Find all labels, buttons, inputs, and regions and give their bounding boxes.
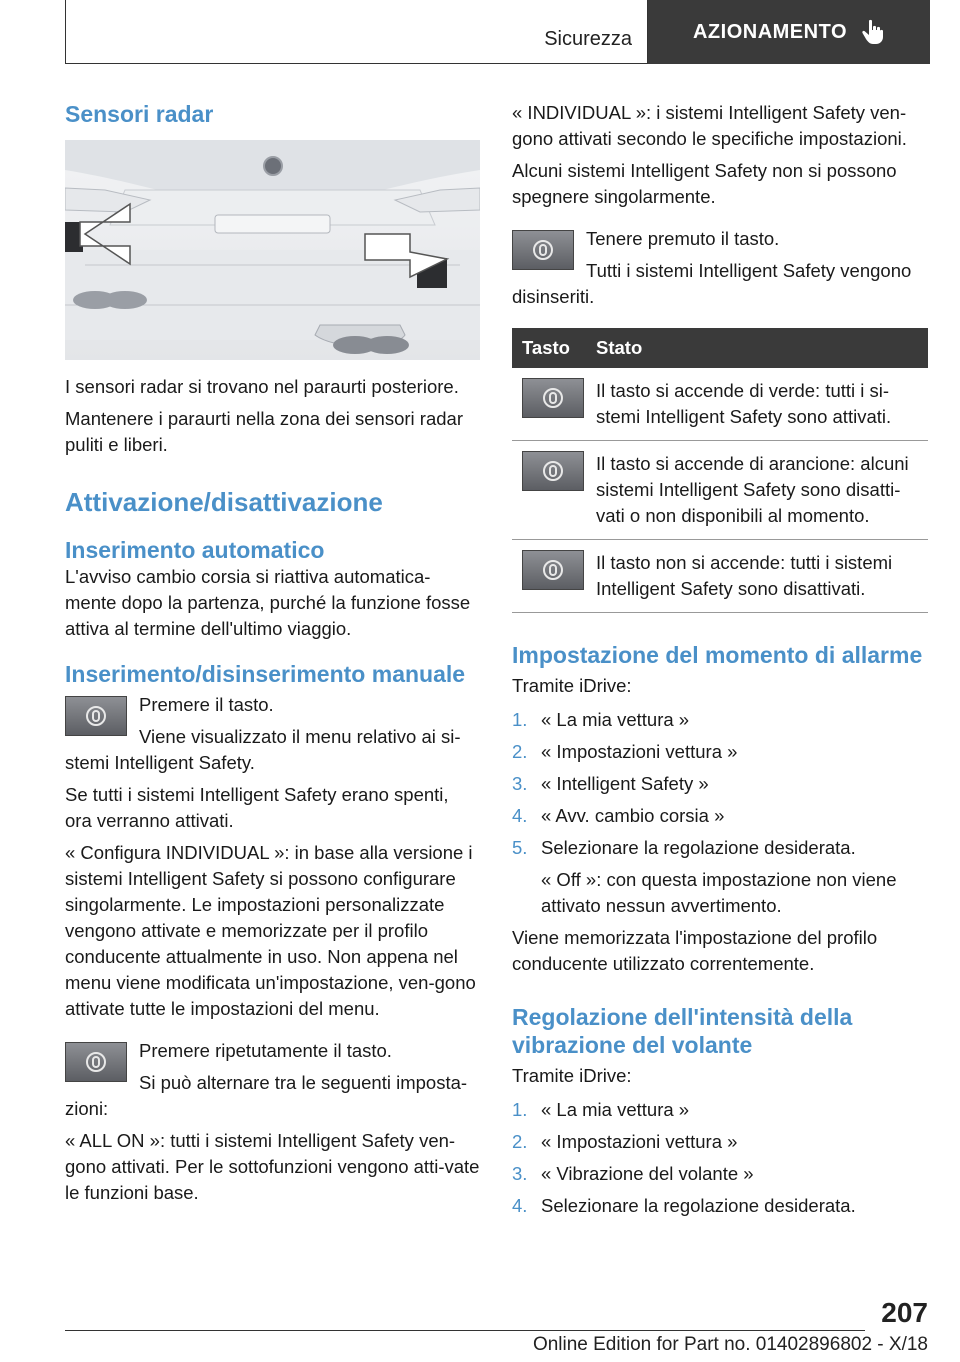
press-button-text: Premere il tasto.: [139, 694, 274, 715]
alarm-off-note: « Off »: con questa impostazione non viene attivato nessun avvertimento.: [541, 869, 897, 916]
list-item: 1. « La mia vettura »: [512, 709, 690, 730]
intelligent-safety-icon: [532, 239, 554, 261]
intelligent-safety-icon: [542, 559, 564, 581]
configure-individual-text: « Configura INDIVIDUAL »: in base alla versione i sistemi Intelligent Safety si possono configurare singolarmente. Le impostazioni personalizzate vengono attivate e memorizzate per il profilo conducente attualmente in uso. Non appena nel menu viene modificata un'impostazione, ven-gono attivate tutte le impostazioni del menu.: [65, 842, 476, 1019]
table-icon-cell: [512, 540, 586, 613]
list-item: 1. « La mia vettura »: [512, 1099, 690, 1120]
press-button-block: [65, 692, 480, 776]
intelligent-safety-icon: [542, 460, 564, 482]
alternate-settings-text: Si può alternare tra le seguenti imposta-zioni:: [65, 1072, 468, 1119]
manual-insert-title: Inserimento/disinserimento manuale: [65, 661, 466, 687]
page-number: 207: [881, 1297, 928, 1328]
safety-button-image: [65, 1042, 127, 1082]
press-repeat-block: [65, 1038, 480, 1122]
rear-bumper-figure: [65, 140, 480, 360]
alarm-memorized-text: Viene memorizzata l'impostazione del profilo conducente utilizzato correntemente.: [512, 927, 878, 974]
list-item: 2. « Impostazioni vettura »: [512, 741, 738, 762]
list-item: 3. « Intelligent Safety »: [512, 773, 709, 794]
radar-title: Sensori radar: [65, 101, 214, 127]
table-header-state: Stato: [586, 328, 928, 368]
left-column: [65, 100, 480, 1206]
auto-insert-text: L'avviso cambio corsia si riattiva automatica-mente dopo la partenza, purché la funzione fosse attiva al termine dell'ultimo viaggio.: [65, 566, 471, 639]
menu-shown-text: Viene visualizzato il menu relativo ai si-stemi Intelligent Safety.: [65, 726, 461, 773]
list-item: 4. « Avv. cambio corsia »: [512, 805, 725, 826]
table-state-cell: Il tasto si accende di arancione: alcuni sistemi Intelligent Safety sono disatti-vati o non disponibili al momento.: [586, 441, 928, 540]
button-state-table: [512, 328, 928, 613]
list-item: 5. Selezionare la regolazione desiderata.: [512, 837, 856, 858]
intelligent-safety-icon: [85, 705, 107, 727]
alarm-timing-title: Impostazione del momento di allarme: [512, 642, 923, 668]
radar-location-text: I sensori radar si trovano nel paraurti posteriore.: [65, 376, 459, 397]
some-systems-text: Alcuni sistemi Intelligent Safety non si possono spegnere singolarmente.: [512, 160, 897, 207]
footer-divider: [65, 1330, 865, 1331]
hold-button-block: [512, 226, 928, 310]
header-section-box: [65, 0, 648, 64]
safety-button-image: [512, 230, 574, 270]
header-section-label: Sicurezza: [544, 28, 632, 50]
footer-edition: Online Edition for Part no. 01402896802 - X/18: [532, 1334, 928, 1355]
table-header-row: [512, 328, 928, 368]
list-item: 4. Selezionare la regolazione desiderata.: [512, 1195, 856, 1216]
alarm-steps-list: [512, 707, 928, 861]
individual-text: « INDIVIDUAL »: i sistemi Intelligent Safety ven-gono attivati secondo le specifiche impostazioni.: [512, 102, 907, 149]
safety-button-image: [522, 378, 584, 418]
table-header-key: Tasto: [512, 328, 586, 368]
table-row: [512, 540, 928, 613]
safety-button-image: [522, 451, 584, 491]
hand-pointer-icon: [861, 19, 885, 45]
radar-clean-text: Mantenere i paraurti nella zona dei sensori radar puliti e liberi.: [65, 408, 463, 455]
safety-button-image: [65, 696, 127, 736]
all-disabled-text: Tutti i sistemi Intelligent Safety vengono disinseriti.: [512, 260, 912, 307]
table-state-cell: Il tasto si accende di verde: tutti i si-stemi Intelligent Safety sono attivati.: [586, 368, 928, 441]
table-row: [512, 368, 928, 441]
table-state-cell: Il tasto non si accende: tutti i sistemi Intelligent Safety sono disattivati.: [586, 540, 928, 613]
header-chapter-tab: [648, 0, 930, 64]
hold-button-text: Tenere premuto il tasto.: [586, 228, 780, 249]
safety-button-image: [522, 550, 584, 590]
all-off-text: Se tutti i sistemi Intelligent Safety erano spenti, ora verranno attivati.: [65, 784, 449, 831]
auto-insert-title: Inserimento automatico: [65, 537, 325, 563]
table-icon-cell: [512, 441, 586, 540]
vibration-title: Regolazione dell'intensità della vibrazione del volante: [512, 1004, 853, 1058]
table-row: [512, 441, 928, 540]
all-on-text: « ALL ON »: tutti i sistemi Intelligent Safety ven-gono attivati. Per le sottofunzioni vengono atti-vate le funzioni base.: [65, 1130, 480, 1203]
vibration-steps-list: [512, 1097, 928, 1219]
header-chapter-label: AZIONAMENTO: [692, 20, 847, 43]
alarm-via-text: Tramite iDrive:: [512, 675, 632, 696]
press-repeat-text: Premere ripetutamente il tasto.: [139, 1040, 392, 1061]
table-icon-cell: [512, 368, 586, 441]
list-item: 2. « Impostazioni vettura »: [512, 1131, 738, 1152]
page-header: [65, 0, 930, 64]
intelligent-safety-icon: [85, 1051, 107, 1073]
intelligent-safety-icon: [542, 387, 564, 409]
list-item: 3. « Vibrazione del volante »: [512, 1163, 754, 1184]
rear-bumper-illustration: [65, 140, 480, 360]
activation-title: Attivazione/disattivazione: [65, 487, 383, 517]
vibration-via-text: Tramite iDrive:: [512, 1065, 632, 1086]
right-column: [512, 100, 928, 1225]
